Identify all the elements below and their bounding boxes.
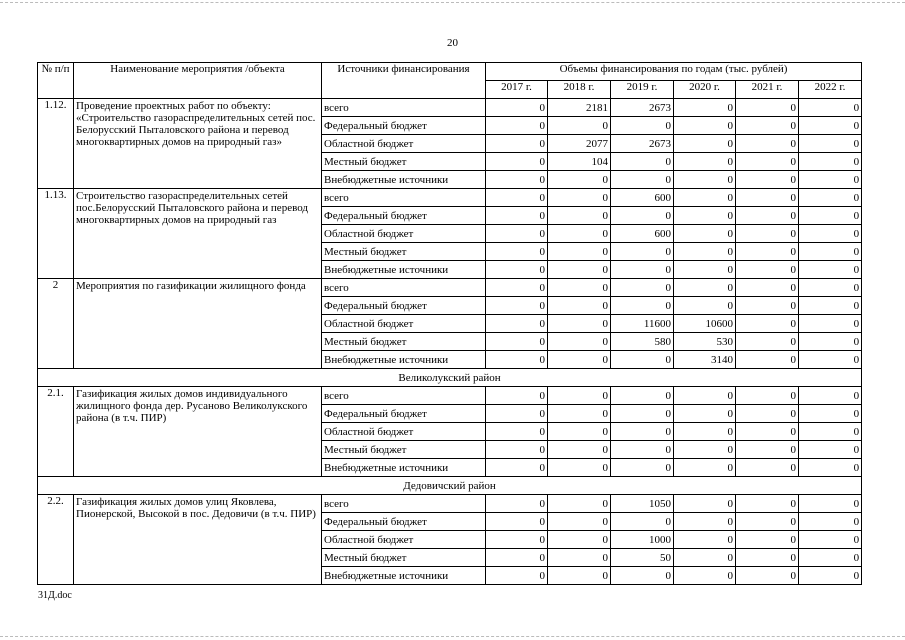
amount-cell: 0 [548,351,611,369]
amount-cell: 0 [736,405,799,423]
amount-cell: 0 [548,441,611,459]
year-header: 2020 г. [674,81,736,99]
amount-cell: 1050 [611,495,674,513]
amount-cell: 0 [486,243,548,261]
amount-cell: 0 [674,531,736,549]
amount-cell: 0 [674,279,736,297]
amount-cell: 0 [611,279,674,297]
amount-cell: 0 [736,99,799,117]
amount-cell: 0 [611,387,674,405]
amount-cell: 0 [674,135,736,153]
amount-cell: 0 [674,297,736,315]
funding-source: Областной бюджет [322,423,486,441]
amount-cell: 0 [736,513,799,531]
amount-cell: 0 [611,567,674,585]
amount-cell: 0 [799,279,862,297]
year-header: 2017 г. [486,81,548,99]
amount-cell: 0 [486,423,548,441]
funding-source: Областной бюджет [322,315,486,333]
amount-cell: 0 [548,117,611,135]
amount-cell: 0 [736,261,799,279]
amount-cell: 0 [486,315,548,333]
amount-cell: 0 [611,117,674,135]
item-number: 2 [38,279,74,369]
amount-cell: 0 [611,261,674,279]
amount-cell: 2181 [548,99,611,117]
amount-cell: 0 [674,99,736,117]
item-name: Газификация жилых домов улиц Яковлева, Пионерской, Высокой в пос. Дедовичи (в т.ч. ПИР) [74,495,322,585]
amount-cell: 0 [548,189,611,207]
amount-cell: 0 [674,261,736,279]
amount-cell: 0 [736,423,799,441]
amount-cell: 0 [486,405,548,423]
amount-cell: 0 [548,567,611,585]
amount-cell: 0 [799,243,862,261]
amount-cell: 0 [736,207,799,225]
region-label: Дедовичский район [38,477,862,495]
amount-cell: 0 [736,315,799,333]
amount-cell: 0 [736,117,799,135]
funding-source: Внебюджетные источники [322,261,486,279]
funding-source: Областной бюджет [322,225,486,243]
amount-cell: 0 [674,225,736,243]
year-header: 2022 г. [799,81,862,99]
funding-source: Федеральный бюджет [322,297,486,315]
bottom-edge-line [0,636,905,637]
amount-cell: 0 [736,153,799,171]
amount-cell: 0 [674,153,736,171]
funding-source: Федеральный бюджет [322,405,486,423]
amount-cell: 0 [799,171,862,189]
amount-cell: 0 [799,153,862,171]
funding-source: Федеральный бюджет [322,513,486,531]
amount-cell: 0 [486,189,548,207]
amount-cell: 0 [674,117,736,135]
amount-cell: 0 [611,297,674,315]
table-row [38,387,862,405]
item-number: 2.2. [38,495,74,585]
funding-source: Внебюджетные источники [322,459,486,477]
amount-cell: 0 [674,441,736,459]
amount-cell: 0 [799,405,862,423]
funding-source: всего [322,279,486,297]
region-row [38,477,862,495]
amount-cell: 0 [799,423,862,441]
amount-cell: 0 [799,459,862,477]
amount-cell: 600 [611,225,674,243]
page-number: 20 [447,37,458,49]
amount-cell: 0 [611,513,674,531]
amount-cell: 0 [799,513,862,531]
amount-cell: 0 [548,495,611,513]
amount-cell: 0 [611,405,674,423]
amount-cell: 0 [548,387,611,405]
amount-cell: 0 [611,423,674,441]
amount-cell: 0 [548,531,611,549]
funding-source: Местный бюджет [322,549,486,567]
amount-cell: 0 [674,171,736,189]
amount-cell: 0 [736,135,799,153]
file-name-footer: 31Д.doc [38,590,72,601]
item-name: Газификация жилых домов индивидуального жилищного фонда дер. Русаново Великолукского района (в т.ч. ПИР) [74,387,322,477]
amount-cell: 0 [486,459,548,477]
funding-source: всего [322,387,486,405]
amount-cell: 0 [611,207,674,225]
year-header: 2018 г. [548,81,611,99]
amount-cell: 0 [736,567,799,585]
amount-cell: 0 [486,171,548,189]
amount-cell: 0 [486,279,548,297]
amount-cell: 0 [799,261,862,279]
amount-cell: 0 [486,261,548,279]
amount-cell: 0 [548,297,611,315]
item-number: 2.1. [38,387,74,477]
funding-source: Областной бюджет [322,531,486,549]
item-number: 1.13. [38,189,74,279]
amount-cell: 10600 [674,315,736,333]
amount-cell: 0 [486,531,548,549]
amount-cell: 0 [486,207,548,225]
amount-cell: 0 [674,549,736,567]
amount-cell: 0 [548,261,611,279]
amount-cell: 0 [548,405,611,423]
amount-cell: 0 [548,207,611,225]
amount-cell: 0 [486,513,548,531]
amount-cell: 0 [548,513,611,531]
amount-cell: 0 [799,351,862,369]
amount-cell: 0 [486,567,548,585]
amount-cell: 2077 [548,135,611,153]
header-row [38,63,862,81]
amount-cell: 0 [736,387,799,405]
amount-cell: 0 [548,279,611,297]
amount-cell: 0 [486,387,548,405]
funding-source: Областной бюджет [322,135,486,153]
amount-cell: 0 [799,495,862,513]
amount-cell: 0 [736,495,799,513]
amount-cell: 0 [799,531,862,549]
amount-cell: 0 [674,189,736,207]
funding-source: Внебюджетные источники [322,351,486,369]
amount-cell: 530 [674,333,736,351]
year-header: 2019 г. [611,81,674,99]
amount-cell: 3140 [674,351,736,369]
amount-cell: 0 [486,441,548,459]
amount-cell: 0 [799,99,862,117]
region-row [38,369,862,387]
amount-cell: 0 [736,351,799,369]
table-row [38,189,862,207]
amount-cell: 104 [548,153,611,171]
amount-cell: 0 [486,549,548,567]
amount-cell: 0 [736,333,799,351]
funding-source: всего [322,189,486,207]
amount-cell: 0 [799,207,862,225]
amount-cell: 0 [548,459,611,477]
top-edge-line [0,2,905,3]
amount-cell: 0 [611,459,674,477]
amount-cell: 0 [736,459,799,477]
amount-cell: 0 [486,99,548,117]
amount-cell: 0 [674,459,736,477]
amount-cell: 1000 [611,531,674,549]
amount-cell: 2673 [611,99,674,117]
amount-cell: 600 [611,189,674,207]
amount-cell: 0 [674,207,736,225]
amount-cell: 0 [736,297,799,315]
amount-cell: 0 [736,189,799,207]
funding-source: Местный бюджет [322,153,486,171]
amount-cell: 0 [548,225,611,243]
item-name: Проведение проектных работ по объекту: «Строительство газораспределительных сетей пос. Белорусский Пыталовского района и перевод многоквартирных домов на природный газ» [74,99,322,189]
funding-source: всего [322,495,486,513]
amount-cell: 0 [736,549,799,567]
amount-cell: 0 [799,387,862,405]
amount-cell: 0 [799,297,862,315]
amount-cell: 0 [486,153,548,171]
amount-cell: 0 [548,171,611,189]
amount-cell: 0 [674,567,736,585]
amount-cell: 0 [736,171,799,189]
amount-cell: 0 [486,117,548,135]
funding-source: всего [322,99,486,117]
amount-cell: 0 [611,171,674,189]
col-source-header: Источники финансирования [322,63,486,99]
amount-cell: 0 [799,549,862,567]
amount-cell: 0 [486,225,548,243]
amount-cell: 0 [674,423,736,441]
col-volumes-header: Объемы финансирования по годам (тыс. рублей) [486,63,862,81]
amount-cell: 0 [611,243,674,261]
table-row [38,99,862,117]
amount-cell: 0 [799,315,862,333]
amount-cell: 0 [736,243,799,261]
year-header: 2021 г. [736,81,799,99]
funding-source: Местный бюджет [322,243,486,261]
table-body [38,63,862,585]
amount-cell: 0 [799,135,862,153]
amount-cell: 0 [486,495,548,513]
funding-source: Федеральный бюджет [322,207,486,225]
amount-cell: 0 [548,315,611,333]
amount-cell: 0 [486,135,548,153]
region-label: Великолукский район [38,369,862,387]
funding-source: Местный бюджет [322,333,486,351]
amount-cell: 0 [548,243,611,261]
amount-cell: 0 [799,189,862,207]
amount-cell: 0 [674,243,736,261]
amount-cell: 0 [799,567,862,585]
item-number: 1.12. [38,99,74,189]
amount-cell: 0 [799,117,862,135]
amount-cell: 0 [486,351,548,369]
amount-cell: 50 [611,549,674,567]
item-name: Строительство газораспределительных сетей пос.Белорусский Пыталовского района и перевод многоквартирных домов на природный газ [74,189,322,279]
amount-cell: 580 [611,333,674,351]
amount-cell: 0 [674,495,736,513]
amount-cell: 0 [548,333,611,351]
table-row [38,279,862,297]
amount-cell: 0 [736,441,799,459]
amount-cell: 0 [799,441,862,459]
funding-source: Внебюджетные источники [322,171,486,189]
amount-cell: 0 [799,225,862,243]
amount-cell: 0 [486,297,548,315]
amount-cell: 0 [674,405,736,423]
amount-cell: 0 [674,513,736,531]
amount-cell: 0 [736,225,799,243]
amount-cell: 2673 [611,135,674,153]
col-num-header: № п/п [38,63,74,99]
amount-cell: 0 [548,423,611,441]
amount-cell: 0 [736,279,799,297]
item-name: Мероприятия по газификации жилищного фонда [74,279,322,369]
financing-table [37,62,862,585]
funding-source: Внебюджетные источники [322,567,486,585]
amount-cell: 0 [736,531,799,549]
col-name-header: Наименование мероприятия /объекта [74,63,322,99]
amount-cell: 0 [548,549,611,567]
amount-cell: 11600 [611,315,674,333]
funding-source: Местный бюджет [322,441,486,459]
amount-cell: 0 [486,333,548,351]
funding-source: Федеральный бюджет [322,117,486,135]
amount-cell: 0 [799,333,862,351]
table-row [38,495,862,513]
amount-cell: 0 [611,441,674,459]
amount-cell: 0 [611,153,674,171]
amount-cell: 0 [674,387,736,405]
amount-cell: 0 [611,351,674,369]
